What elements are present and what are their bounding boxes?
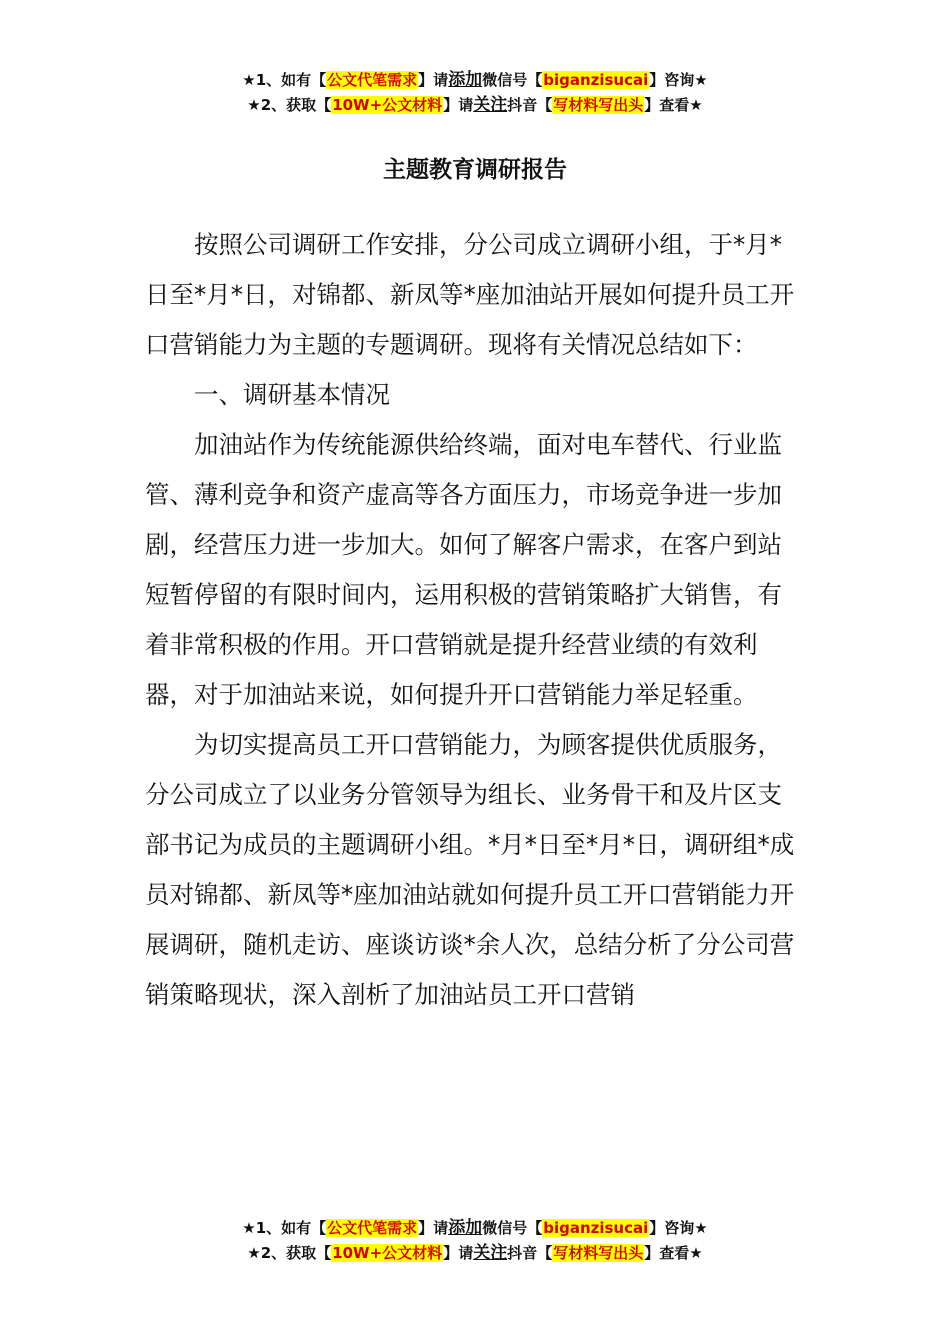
promo-line-1 <box>0 68 950 93</box>
promo-text: 】请 <box>443 1244 474 1262</box>
promo-text: ★2、获取【 <box>247 96 332 114</box>
promo-underline: 关注 <box>473 1243 508 1263</box>
promo-text: 】咨询★ <box>649 71 708 89</box>
promo-text: 】请 <box>418 71 449 89</box>
promo-text: ★1、如有【 <box>242 71 327 89</box>
promo-text: 】查看★ <box>644 96 703 114</box>
header-promo-banner <box>0 68 950 118</box>
body-paragraph: 为切实提高员工开口营销能力，为顾客提供优质服务，分公司成立了以业务分管领导为组长、业务骨干和及片区支部书记为成员的主题调研小组。*月*日至*月*日，调研组*成员对锦都、新凤等*座加油站就如何提升员工开口营销能力开展调研，随机走访、座谈访谈*余人次，总结分析了分公司营销策略现状，深入剖析了加油站员工开口营销 <box>145 730 795 1009</box>
section-heading: 一、调研基本情况 <box>194 380 390 409</box>
promo-highlight: 公文代笔需求 <box>327 1219 418 1237</box>
promo-text: 抖音【 <box>507 1244 553 1262</box>
promo-underline: 关注 <box>473 95 508 115</box>
footer-promo-banner <box>0 1216 950 1266</box>
promo-highlight: biganzisucai <box>543 1219 649 1237</box>
body-paragraph: 按照公司调研工作安排，分公司成立调研小组，于*月*日至*月*日，对锦都、新凤等*座加油站开展如何提升员工开口营销能力为主题的专题调研。现将有关情况总结如下： <box>145 230 795 359</box>
promo-highlight: 10W+公文材料 <box>332 96 443 114</box>
promo-text: ★1、如有【 <box>242 1219 327 1237</box>
promo-text: 】请 <box>443 96 474 114</box>
promo-line-2 <box>0 1241 950 1266</box>
promo-text: 】请 <box>418 1219 449 1237</box>
promo-underline: 添加 <box>448 1218 483 1238</box>
promo-highlight: 公文代笔需求 <box>327 71 418 89</box>
body-paragraph: 加油站作为传统能源供给终端，面对电车替代、行业监管、薄利竞争和资产虚高等各方面压力，市场竞争进一步加剧，经营压力进一步加大。如何了解客户需求，在客户到站短暂停留的有限时间内，运用积极的营销策略扩大销售，有着非常积极的作用。开口营销就是提升经营业绩的有效利器，对于加油站来说，如何提升开口营销能力举足轻重。 <box>145 430 782 709</box>
promo-text: 抖音【 <box>507 96 553 114</box>
promo-line-1 <box>0 1216 950 1241</box>
promo-text: ★2、获取【 <box>247 1244 332 1262</box>
promo-highlight: 10W+公文材料 <box>332 1244 443 1262</box>
promo-highlight: 写材料写出头 <box>553 1244 644 1262</box>
promo-text: 微信号【 <box>482 71 543 89</box>
document-title: 主题教育调研报告 <box>383 157 567 183</box>
promo-text: 】咨询★ <box>649 1219 708 1237</box>
promo-highlight: 写材料写出头 <box>553 96 644 114</box>
promo-line-2 <box>0 93 950 118</box>
document-body <box>145 220 805 1020</box>
promo-text: 微信号【 <box>482 1219 543 1237</box>
promo-underline: 添加 <box>448 70 483 90</box>
promo-text: 】查看★ <box>644 1244 703 1262</box>
promo-highlight: biganzisucai <box>543 71 649 89</box>
